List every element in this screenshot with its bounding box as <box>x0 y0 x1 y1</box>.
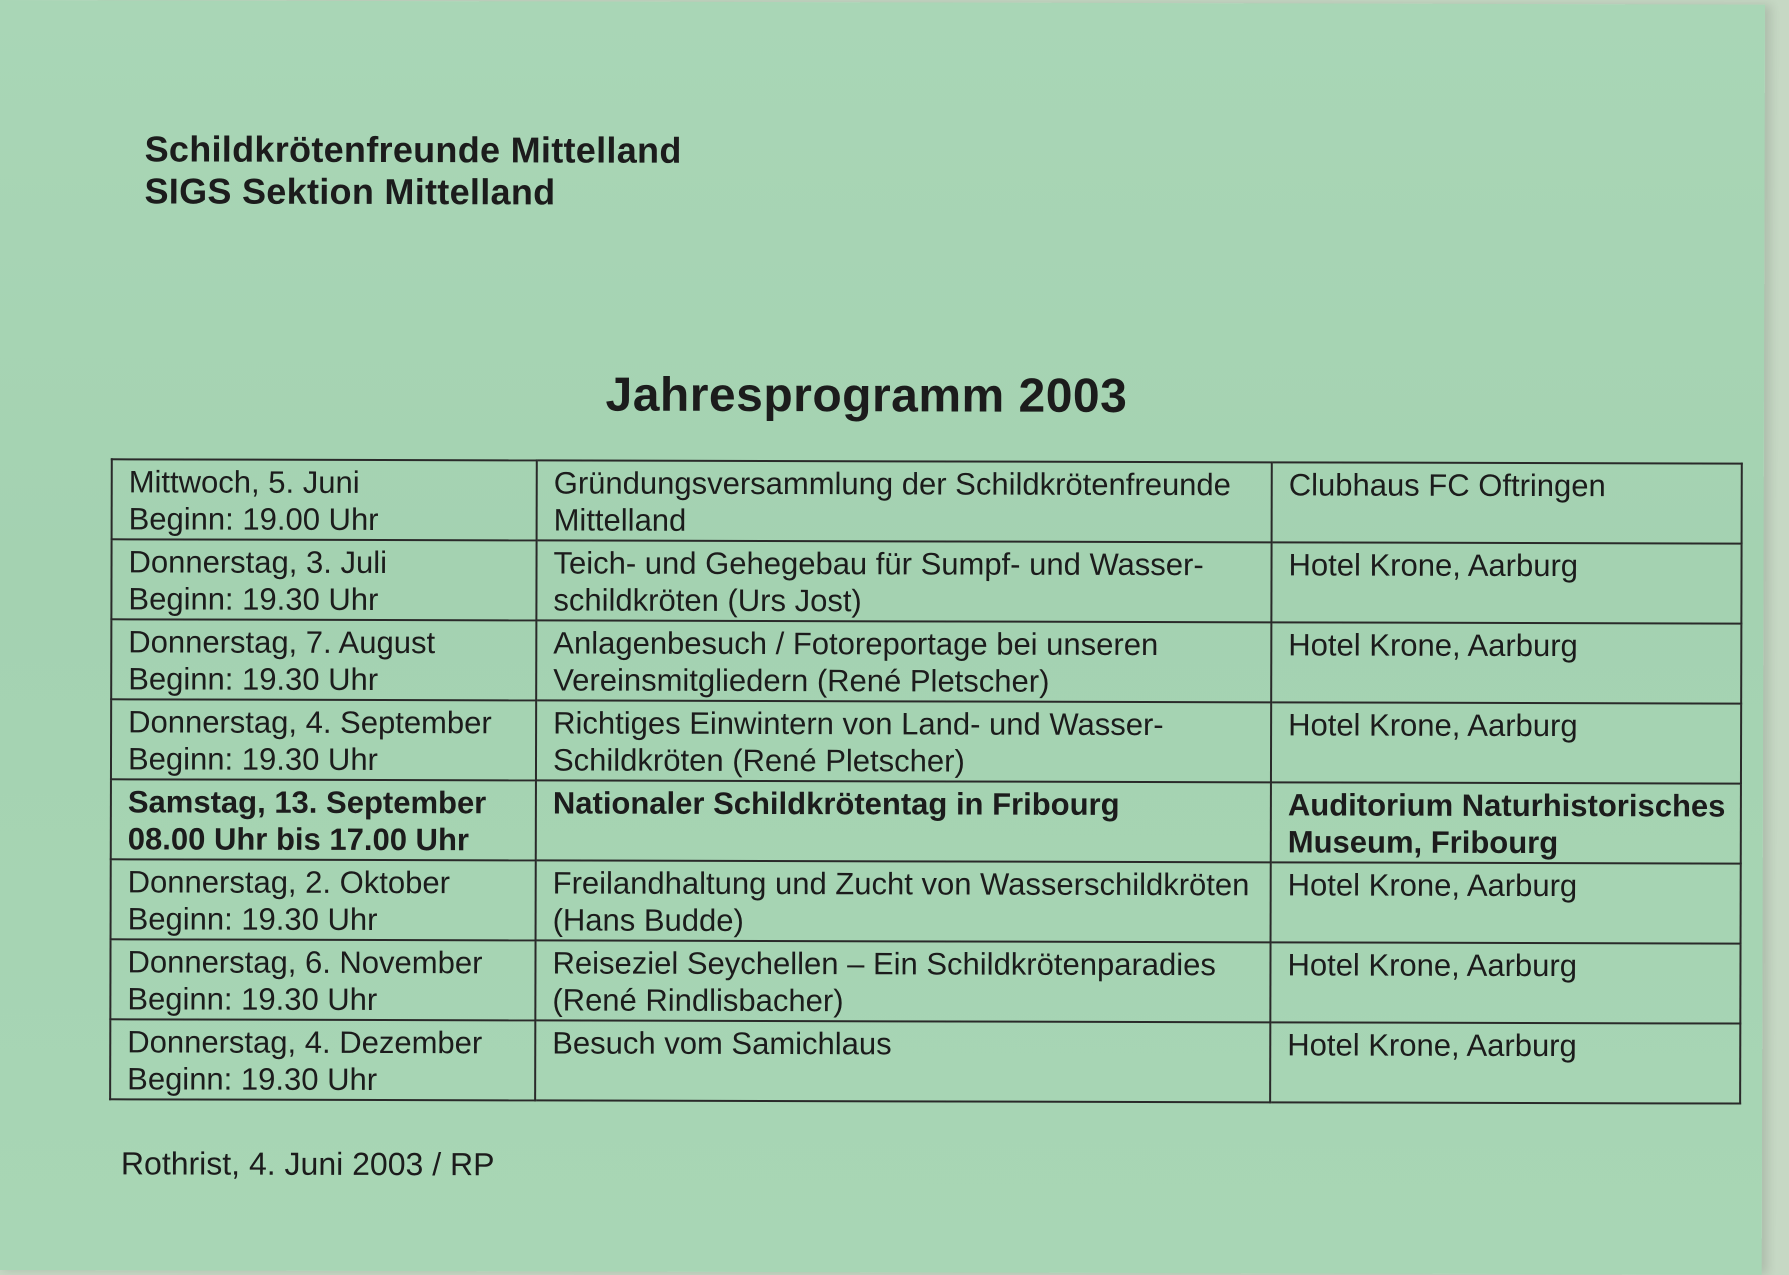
event-time: Beginn: 19.30 Uhr <box>127 981 378 1017</box>
location-cell <box>1270 1022 1740 1103</box>
table-row <box>111 619 1741 703</box>
date-cell <box>111 619 536 700</box>
event-topic-line: Mittelland <box>553 502 687 538</box>
location-cell <box>1271 862 1741 943</box>
topic-cell <box>536 540 1271 622</box>
event-time: Beginn: 19.30 Uhr <box>127 901 378 937</box>
event-date: Donnerstag, 7. August <box>128 624 436 661</box>
event-date: Mittwoch, 5. Juni <box>128 464 360 500</box>
topic-cell <box>536 700 1271 782</box>
event-location-line: Hotel Krone, Aarburg <box>1288 627 1578 664</box>
event-topic-line: schildkröten (Urs Jost) <box>553 582 862 619</box>
event-time: 08.00 Uhr bis 17.00 Uhr <box>127 821 470 858</box>
event-time: Beginn: 19.00 Uhr <box>128 501 379 537</box>
event-location-line: Hotel Krone, Aarburg <box>1288 547 1579 584</box>
event-location-line: Hotel Krone, Aarburg <box>1287 947 1578 984</box>
location-cell <box>1271 622 1741 703</box>
table-row <box>111 779 1741 863</box>
date-cell <box>111 859 536 940</box>
date-cell <box>111 779 536 860</box>
event-topic-line: Richtiges Einwintern von Land- und Wasser- <box>553 705 1164 743</box>
event-location-line: Clubhaus FC Oftringen <box>1288 467 1606 504</box>
event-date: Donnerstag, 6. November <box>127 944 483 981</box>
event-date: Donnerstag, 4. Dezember <box>127 1024 483 1061</box>
organization-header <box>144 128 681 213</box>
event-topic-line: Nationaler Schildkrötentag in Fribourg <box>552 785 1120 822</box>
date-cell <box>112 459 537 540</box>
event-topic-line: Vereinsmitgliedern (René Pletscher) <box>553 662 1050 699</box>
table-row <box>110 1019 1740 1103</box>
event-time: Beginn: 19.30 Uhr <box>128 661 379 697</box>
location-cell <box>1271 782 1741 863</box>
table-row <box>111 539 1741 623</box>
program-table <box>109 458 1743 1104</box>
event-time: Beginn: 19.30 Uhr <box>127 741 378 777</box>
event-date: Donnerstag, 4. September <box>128 704 492 741</box>
table-row <box>112 459 1742 543</box>
footer-place-date: Rothrist, 4. Juni 2003 / RP <box>120 1145 495 1183</box>
event-topic-line: Teich- und Gehegebau für Sumpf- und Wasser- <box>553 545 1204 583</box>
date-cell <box>111 699 536 780</box>
table-row <box>111 859 1741 943</box>
location-cell <box>1271 542 1741 623</box>
date-cell <box>110 939 535 1020</box>
topic-cell <box>535 1020 1270 1102</box>
page-title: Jahresprogramm 2003 <box>605 368 1128 423</box>
topic-cell <box>537 460 1272 542</box>
topic-cell <box>535 940 1270 1022</box>
event-location-line: Hotel Krone, Aarburg <box>1287 867 1578 904</box>
location-cell <box>1271 702 1741 783</box>
table-row <box>110 939 1740 1023</box>
event-topic-line: (Hans Budde) <box>552 902 744 938</box>
organization-section: SIGS Sektion Mittelland <box>144 170 556 213</box>
date-cell <box>111 539 536 620</box>
event-topic-line: Anlagenbesuch / Fotoreportage bei unseren <box>553 625 1159 663</box>
table-row <box>111 699 1741 783</box>
event-location-line: Hotel Krone, Aarburg <box>1288 707 1578 744</box>
event-topic-line: Freilandhaltung und Zucht von Wasserschildkröten <box>552 865 1250 903</box>
location-cell <box>1270 942 1740 1023</box>
topic-cell <box>536 780 1271 862</box>
topic-cell <box>536 620 1271 702</box>
event-time: Beginn: 19.30 Uhr <box>128 581 379 617</box>
event-topic-line: Gründungsversammlung der Schildkrötenfreunde <box>553 465 1231 503</box>
event-topic-line: Reiseziel Seychellen – Ein Schildkrötenparadies <box>552 945 1216 983</box>
date-cell <box>110 1019 535 1100</box>
event-location-line: Hotel Krone, Aarburg <box>1287 1027 1577 1064</box>
event-date: Donnerstag, 3. Juli <box>128 544 388 581</box>
organization-name: Schildkrötenfreunde Mittelland <box>144 128 682 171</box>
event-topic-line: Besuch vom Samichlaus <box>552 1025 892 1062</box>
event-time: Beginn: 19.30 Uhr <box>127 1061 378 1097</box>
event-topic-line: (René Rindlisbacher) <box>552 982 844 1019</box>
event-location-line: Auditorium Naturhistorisches <box>1287 787 1726 824</box>
event-date: Samstag, 13. September <box>127 784 487 821</box>
program-table-body <box>110 459 1742 1103</box>
event-location-line: Museum, Fribourg <box>1287 824 1559 861</box>
event-topic-line: Schildkröten (René Pletscher) <box>552 742 965 779</box>
location-cell <box>1272 462 1742 543</box>
event-date: Donnerstag, 2. Oktober <box>127 864 450 901</box>
topic-cell <box>536 860 1271 942</box>
